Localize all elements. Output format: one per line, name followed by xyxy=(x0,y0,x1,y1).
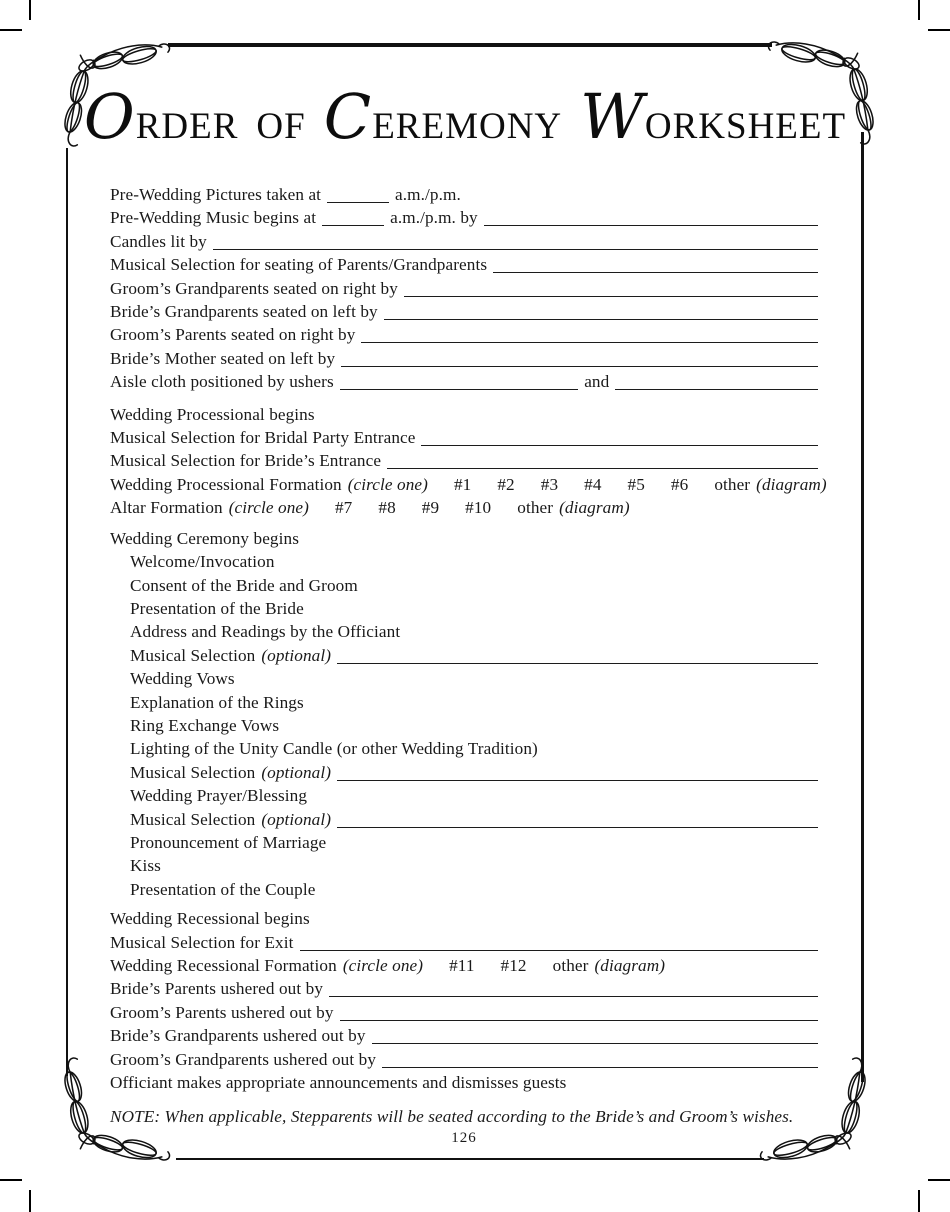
processional-formation-label: Wedding Processional Formation xyxy=(110,474,342,494)
crop-mark xyxy=(0,29,22,31)
aisle-cloth-positioned-blank[interactable] xyxy=(340,376,578,390)
consent-bride-groom-label: Consent of the Bride and Groom xyxy=(130,575,358,595)
musical-selection-exit-blank[interactable] xyxy=(300,937,818,951)
musical-selection-seating-blank[interactable] xyxy=(493,259,818,273)
recessional-formation-option[interactable]: #11 xyxy=(449,956,475,975)
musical-selection-brides-entrance xyxy=(110,449,818,472)
grooms-parents-seated-blank[interactable] xyxy=(361,329,818,343)
musical-selection-optional-2-blank[interactable] xyxy=(337,767,818,781)
altar-formation-label: Altar Formation xyxy=(110,498,223,518)
crop-mark xyxy=(29,0,31,20)
recessional-formation-hint: (circle one) xyxy=(342,956,424,975)
grooms-parents-seated xyxy=(110,323,818,346)
musical-selection-bridal-party-entrance-blank[interactable] xyxy=(421,432,818,446)
pronouncement-of-marriage xyxy=(110,831,818,854)
recessional-begins xyxy=(110,907,818,930)
grooms-grandparents-seated-label: Groom’s Grandparents seated on right by xyxy=(110,278,398,298)
altar-formation-hint: (circle one) xyxy=(228,498,309,518)
unity-candle-label: Lighting of the Unity Candle (or other Wedding Tradition) xyxy=(130,739,538,759)
grooms-grandparents-ushered xyxy=(110,1048,818,1071)
presentation-of-couple xyxy=(110,878,818,901)
aisle-cloth-positioned-label: Aisle cloth positioned by ushers xyxy=(110,372,334,392)
presentation-of-bride xyxy=(110,597,818,620)
recessional-begins-label: Wedding Recessional begins xyxy=(110,909,310,929)
explanation-of-rings-label: Explanation of the Rings xyxy=(130,692,304,712)
officiant-dismisses-guests xyxy=(110,1071,818,1094)
title-word xyxy=(256,108,305,145)
musical-selection-optional-3 xyxy=(110,808,818,831)
title-initial: W xyxy=(580,80,644,153)
page-title xyxy=(67,80,863,153)
address-readings-officiant-label: Address and Readings by the Officiant xyxy=(130,622,401,642)
grooms-parents-ushered-blank[interactable] xyxy=(340,1007,818,1021)
border-line-right xyxy=(861,132,864,1082)
ceremony-begins xyxy=(110,527,818,550)
title-word xyxy=(323,80,563,153)
form-lines xyxy=(110,183,827,1094)
musical-selection-optional-2-label: Musical Selection xyxy=(130,762,256,782)
aisle-cloth-positioned-label: and xyxy=(584,372,610,392)
pre-wedding-music-label: Pre-Wedding Music begins at xyxy=(110,208,317,228)
pre-wedding-music-label: a.m./p.m. by xyxy=(390,208,478,228)
welcome-invocation xyxy=(110,550,818,573)
aisle-cloth-positioned-blank[interactable] xyxy=(615,376,818,390)
musical-selection-optional-1-blank[interactable] xyxy=(337,650,818,664)
pronouncement-of-marriage-label: Pronouncement of Marriage xyxy=(130,832,327,852)
brides-parents-ushered-label: Bride’s Parents ushered out by xyxy=(110,979,324,999)
grooms-grandparents-seated-blank[interactable] xyxy=(404,283,818,297)
ring-exchange-vows-label: Ring Exchange Vows xyxy=(130,715,280,735)
musical-selection-seating xyxy=(110,253,818,276)
recessional-formation-option[interactable]: other xyxy=(552,956,589,975)
brides-mother-seated-blank[interactable] xyxy=(341,353,818,367)
musical-selection-brides-entrance-blank[interactable] xyxy=(387,455,818,469)
musical-selection-optional-2-hint: (optional) xyxy=(261,762,332,782)
crop-mark xyxy=(29,1190,31,1212)
title-initial: O xyxy=(83,80,135,153)
title-initial: C xyxy=(323,80,372,153)
brides-mother-seated-label: Bride’s Mother seated on left by xyxy=(110,348,336,368)
grooms-grandparents-seated xyxy=(110,277,818,300)
grooms-grandparents-ushered-blank[interactable] xyxy=(382,1054,818,1068)
recessional-formation xyxy=(110,954,818,977)
title-word xyxy=(83,80,239,153)
kiss-label: Kiss xyxy=(130,856,161,876)
wedding-prayer-blessing xyxy=(110,784,818,807)
processional-formation-option[interactable]: #6 xyxy=(670,474,689,494)
pre-wedding-pictures-label: Pre-Wedding Pictures taken at xyxy=(110,185,322,204)
pre-wedding-pictures-blank[interactable] xyxy=(327,189,389,203)
musical-selection-brides-entrance-label: Musical Selection for Bride’s Entrance xyxy=(110,451,382,471)
pre-wedding-music-blank[interactable] xyxy=(484,212,818,226)
brides-parents-ushered xyxy=(110,977,818,1000)
border-line-left xyxy=(66,148,68,1076)
processional-formation-option[interactable]: #4 xyxy=(584,474,602,494)
brides-parents-ushered-blank[interactable] xyxy=(329,983,818,997)
title-caps: OF xyxy=(256,106,306,147)
grooms-parents-seated-label: Groom’s Parents seated on right by xyxy=(110,325,356,345)
crop-mark xyxy=(928,29,950,31)
brides-grandparents-ushered-label: Bride’s Grandparents ushered out by xyxy=(110,1026,366,1046)
wedding-vows xyxy=(110,667,818,690)
processional-formation-option[interactable]: #3 xyxy=(540,474,559,494)
title-caps: EREMONY xyxy=(372,106,563,147)
worksheet-form xyxy=(110,183,827,1147)
altar-formation-option[interactable]: #10 xyxy=(465,498,492,518)
recessional-formation-label: Wedding Recessional Formation xyxy=(110,956,337,975)
processional-formation-option[interactable]: #2 xyxy=(497,474,515,494)
presentation-of-bride-label: Presentation of the Bride xyxy=(130,598,304,618)
musical-selection-optional-1-label: Musical Selection xyxy=(130,645,256,665)
processional-formation-hint: (circle one) xyxy=(347,474,428,494)
title-word xyxy=(580,80,847,153)
aisle-cloth-positioned xyxy=(110,370,818,393)
border-line-bottom xyxy=(176,1158,764,1160)
brides-grandparents-seated-blank[interactable] xyxy=(384,306,818,320)
page-number: 126 xyxy=(451,1130,477,1147)
musical-selection-optional-1 xyxy=(110,644,818,667)
pre-wedding-music xyxy=(110,206,818,229)
crop-mark xyxy=(928,1179,950,1181)
musical-selection-bridal-party-entrance-label: Musical Selection for Bridal Party Entrance xyxy=(110,428,416,448)
recessional-formation-option[interactable]: #12 xyxy=(500,956,527,975)
title-caps: RDER xyxy=(135,106,239,147)
grooms-parents-ushered-label: Groom’s Parents ushered out by xyxy=(110,1002,334,1022)
musical-selection-exit xyxy=(110,931,818,954)
processional-formation-option[interactable]: #5 xyxy=(627,474,645,494)
candles-lit-by-blank[interactable] xyxy=(213,236,818,250)
processional-formation xyxy=(110,473,827,496)
ring-exchange-vows xyxy=(110,714,818,737)
musical-selection-optional-3-label: Musical Selection xyxy=(130,809,256,829)
altar-formation-hint: (diagram) xyxy=(559,498,630,518)
altar-formation xyxy=(110,496,818,519)
wedding-vows-label: Wedding Vows xyxy=(130,669,235,689)
explanation-of-rings xyxy=(110,691,818,714)
brides-grandparents-seated xyxy=(110,300,818,323)
brides-grandparents-seated-label: Bride’s Grandparents seated on left by xyxy=(110,302,378,322)
musical-selection-seating-label: Musical Selection for seating of Parents/Grandparents xyxy=(110,255,488,275)
pre-wedding-pictures xyxy=(110,183,818,206)
officiant-dismisses-guests-label: Officiant makes appropriate announcements and dismisses guests xyxy=(110,1073,567,1093)
processional-formation-hint: (diagram) xyxy=(756,474,827,494)
altar-formation-option[interactable]: #7 xyxy=(334,498,353,518)
ceremony-begins-label: Wedding Ceremony begins xyxy=(110,528,299,548)
musical-selection-exit-label: Musical Selection for Exit xyxy=(110,932,294,952)
pre-wedding-pictures-label: a.m./p.m. xyxy=(395,185,461,204)
wedding-prayer-blessing-label: Wedding Prayer/Blessing xyxy=(130,786,308,806)
border-line-top xyxy=(168,43,772,47)
processional-formation-option[interactable]: #1 xyxy=(453,474,472,494)
altar-formation-option[interactable]: #9 xyxy=(421,498,440,518)
musical-selection-optional-3-blank[interactable] xyxy=(337,814,818,828)
brides-mother-seated xyxy=(110,347,818,370)
grooms-grandparents-ushered-label: Groom’s Grandparents ushered out by xyxy=(110,1049,377,1069)
processional-begins xyxy=(110,403,818,426)
recessional-formation-hint: (diagram) xyxy=(594,956,666,975)
presentation-of-couple-label: Presentation of the Couple xyxy=(130,879,316,899)
crop-mark xyxy=(0,1179,22,1181)
musical-selection-optional-3-hint: (optional) xyxy=(261,809,332,829)
altar-formation-option[interactable]: #8 xyxy=(378,498,396,518)
candles-lit-by-label: Candles lit by xyxy=(110,231,207,251)
crop-mark xyxy=(918,1190,920,1212)
musical-selection-optional-2 xyxy=(110,761,818,784)
kiss xyxy=(110,854,818,877)
altar-formation-option[interactable]: other xyxy=(517,498,554,518)
consent-bride-groom xyxy=(110,574,818,597)
brides-grandparents-ushered-blank[interactable] xyxy=(372,1030,818,1044)
title-caps: ORKSHEET xyxy=(644,106,847,147)
crop-mark xyxy=(918,0,920,20)
grooms-parents-ushered xyxy=(110,1001,818,1024)
unity-candle xyxy=(110,737,818,760)
processional-begins-label: Wedding Processional begins xyxy=(110,404,315,424)
candles-lit-by xyxy=(110,230,818,253)
pre-wedding-music-blank[interactable] xyxy=(322,212,384,226)
welcome-invocation-label: Welcome/Invocation xyxy=(130,552,275,572)
stepparents-note: NOTE: When applicable, Stepparents will be seated according to the Bride’s and Groom’s wishes. xyxy=(110,1107,794,1127)
brides-grandparents-ushered xyxy=(110,1024,818,1047)
address-readings-officiant xyxy=(110,620,818,643)
musical-selection-optional-1-hint: (optional) xyxy=(261,645,332,665)
musical-selection-bridal-party-entrance xyxy=(110,426,818,449)
processional-formation-option[interactable]: other xyxy=(714,474,751,494)
